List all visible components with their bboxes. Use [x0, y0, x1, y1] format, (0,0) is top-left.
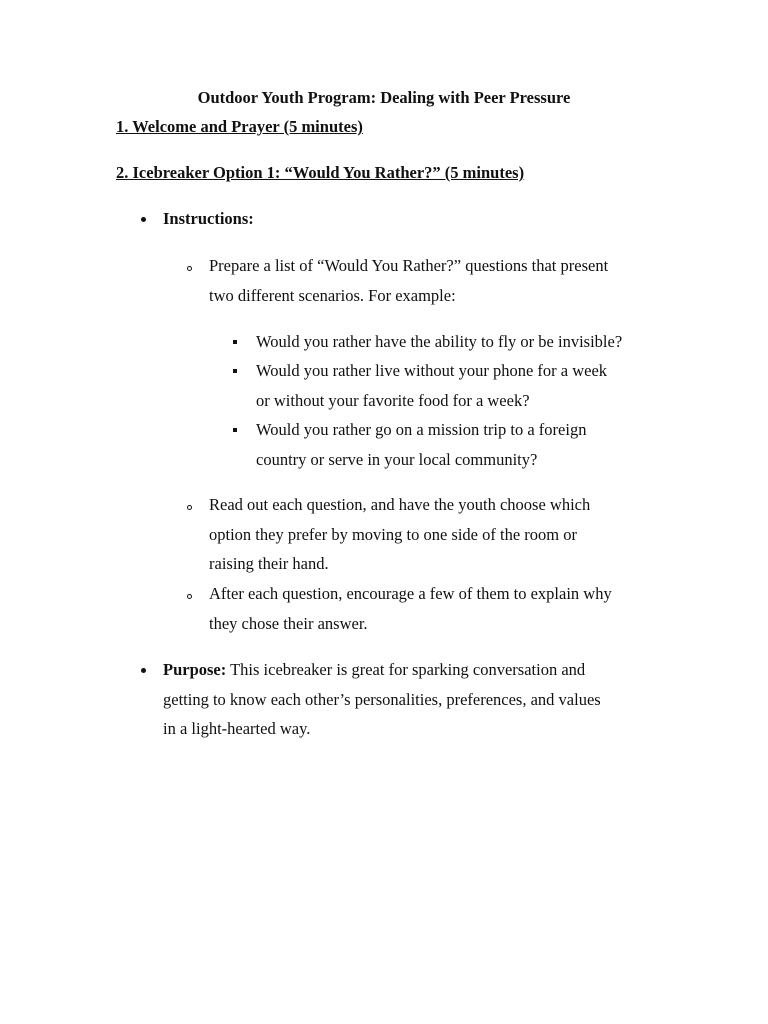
filled-square-icon	[233, 428, 237, 432]
read-line-3: raising their hand.	[209, 554, 329, 573]
sub-bullet-after	[209, 579, 659, 638]
purpose-label: Purpose:	[163, 660, 227, 679]
purpose-line-2: getting to know each other’s personalities, preferences, and values	[163, 689, 601, 709]
example-question-2	[256, 356, 676, 415]
example-question-1	[256, 327, 676, 357]
prepare-line-2: two different scenarios. For example:	[209, 285, 456, 305]
purpose-line-3: in a light-hearted way.	[163, 719, 311, 738]
filled-square-icon	[233, 369, 237, 373]
read-line-1: Read out each question, and have the youth choose which	[209, 495, 591, 514]
hollow-circle-icon	[187, 266, 192, 271]
sub-bullet-prepare	[209, 251, 659, 310]
prepare-line-1: Prepare a list of “Would You Rather?” questions that present	[209, 256, 609, 275]
hollow-circle-icon	[187, 594, 192, 599]
example-question-3	[256, 415, 676, 474]
after-line-1: After each question, encourage a few of them to explain why	[209, 584, 612, 603]
filled-square-icon	[233, 340, 237, 344]
purpose-line-1	[163, 655, 653, 685]
section-heading-icebreaker: 2. Icebreaker Option 1: “Would You Rather?” (5 minutes)	[116, 163, 525, 182]
section-heading-welcome: 1. Welcome and Prayer (5 minutes)	[116, 117, 363, 136]
read-line-2: option they prefer by moving to one side of the room or	[209, 524, 577, 544]
after-line-2: they chose their answer.	[209, 613, 368, 633]
hollow-circle-icon	[187, 505, 192, 510]
filled-dot-icon	[141, 217, 146, 222]
filled-dot-icon	[141, 668, 146, 673]
bullet-purpose	[163, 655, 653, 744]
example-3-line-2: country or serve in your local community?	[256, 449, 538, 469]
instructions-label: Instructions:	[163, 209, 254, 228]
document-title: Outdoor Youth Program: Dealing with Peer Pressure	[197, 88, 571, 107]
example-3-line-1: Would you rather go on a mission trip to a foreign	[256, 420, 587, 439]
bullet-instructions	[163, 204, 663, 234]
purpose-text-1: This icebreaker is great for sparking conversation and	[226, 660, 586, 679]
example-2-line-2: or without your favorite food for a week?	[256, 390, 530, 410]
example-1-line-1: Would you rather have the ability to fly or be invisible?	[256, 332, 623, 351]
example-2-line-1: Would you rather live without your phone for a week	[256, 361, 608, 380]
sub-bullet-read	[209, 490, 659, 579]
